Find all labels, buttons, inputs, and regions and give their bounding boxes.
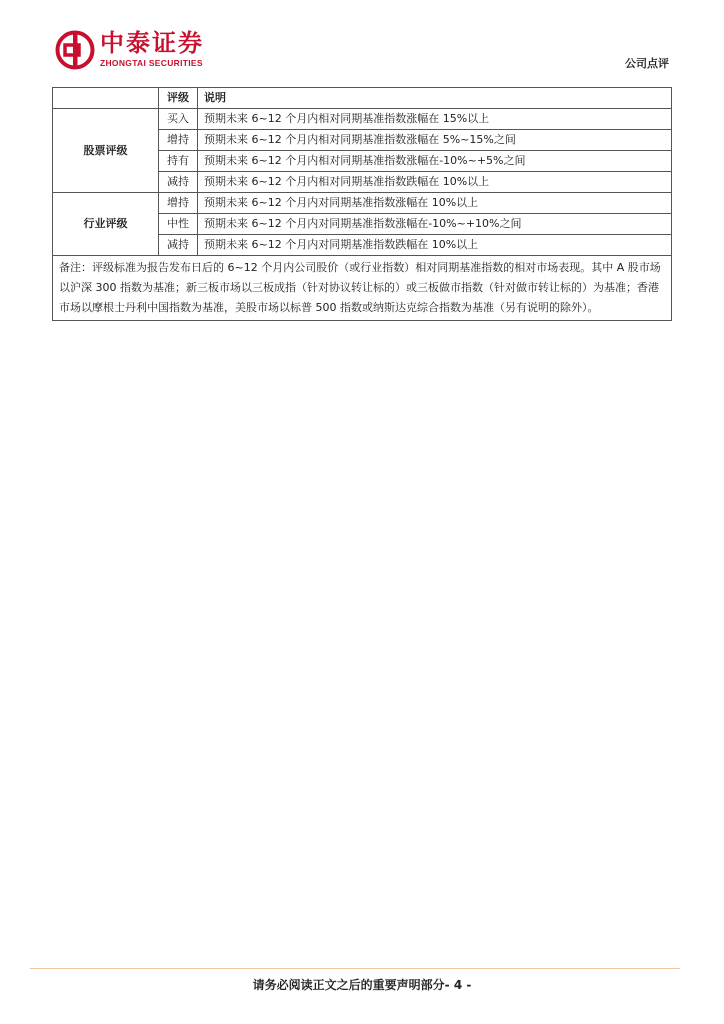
table-header-desc: 说明 — [198, 88, 672, 109]
group-stock-rating: 股票评级 — [53, 109, 159, 193]
rating-desc: 预期未来 6~12 个月内相对同期基准指数涨幅在 15%以上 — [198, 109, 672, 130]
brand-name-en: ZHONGTAI SECURITIES — [100, 58, 203, 68]
rating-definition-table — [52, 87, 672, 321]
page-header — [0, 0, 724, 80]
rating-desc: 预期未来 6~12 个月内相对同期基准指数跌幅在 10%以上 — [198, 172, 672, 193]
rating-level: 买入 — [159, 109, 198, 130]
table-header-level: 评级 — [159, 88, 198, 109]
table-header-blank — [53, 88, 159, 109]
table-row — [53, 193, 672, 214]
footer-divider — [30, 968, 680, 969]
rating-level: 中性 — [159, 214, 198, 235]
table-row — [53, 109, 672, 130]
brand-name-cn: 中泰证券 — [100, 29, 204, 57]
rating-desc: 预期未来 6~12 个月内相对同期基准指数涨幅在 5%~15%之间 — [198, 130, 672, 151]
rating-desc: 预期未来 6~12 个月内对同期基准指数跌幅在 10%以上 — [198, 235, 672, 256]
rating-note: 备注：评级标准为报告发布日后的 6~12 个月内公司股价（或行业指数）相对同期基准指数的相对市场表现。其中 A 股市场以沪深 300 指数为基准；新三板市场以三板成指（针对协议转让标的）或三板做市指数（针对做市转让标的）为基准；香港市场以摩根士丹利中国指数为基准，美股市场以标普 500 指数或纳斯达克综合指数为基准（另有说明的除外）。 — [53, 256, 672, 321]
rating-desc: 预期未来 6~12 个月内相对同期基准指数涨幅在-10%~+5%之间 — [198, 151, 672, 172]
rating-level: 减持 — [159, 172, 198, 193]
rating-level: 持有 — [159, 151, 198, 172]
footer-disclaimer: 请务必阅读正文之后的重要声明部分- 4 - — [252, 978, 472, 992]
table-header-row — [53, 88, 672, 109]
rating-desc: 预期未来 6~12 个月内对同期基准指数涨幅在 10%以上 — [198, 193, 672, 214]
rating-level: 增持 — [159, 193, 198, 214]
report-type-label: 公司点评 — [625, 57, 669, 70]
group-industry-rating: 行业评级 — [53, 193, 159, 256]
rating-level: 减持 — [159, 235, 198, 256]
rating-desc: 预期未来 6~12 个月内对同期基准指数涨幅在-10%~+10%之间 — [198, 214, 672, 235]
rating-level: 增持 — [159, 130, 198, 151]
table-note-row — [53, 256, 672, 321]
zhongtai-logo-icon — [55, 30, 95, 70]
